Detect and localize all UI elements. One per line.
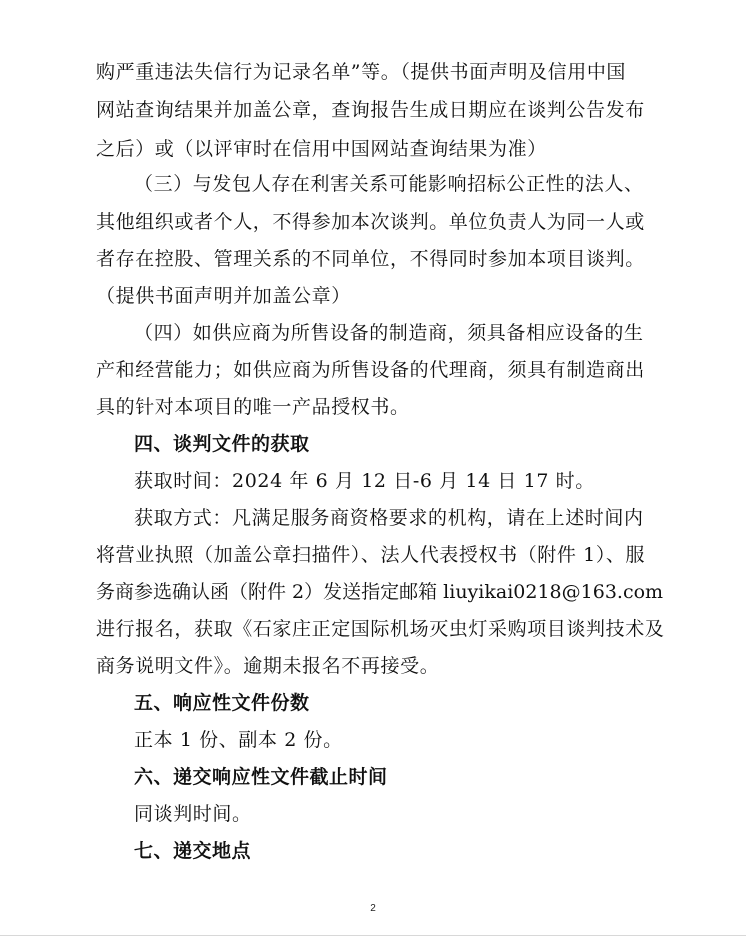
- paragraph-line: 商务说明文件》。逾期未报名不再接受。: [96, 655, 440, 677]
- section-heading: 七、递交地点: [134, 840, 252, 862]
- paragraph-line: 之后）或（以评审时在信用中国网站查询结果为准）: [96, 138, 547, 160]
- paragraph-line: 获取时间：2024 年 6 月 12 日-6 月 14 日 17 时。: [134, 470, 595, 492]
- page-number: 2: [370, 903, 376, 914]
- section-heading: 五、响应性文件份数: [134, 692, 310, 714]
- section-heading: 六、递交响应性文件截止时间: [134, 766, 388, 788]
- paragraph-line: 将营业执照（加盖公章扫描件）、法人代表授权书（附件 1）、服: [96, 544, 646, 566]
- paragraph-line: 正本 1 份、副本 2 份。: [134, 729, 343, 751]
- paragraph-line: 同谈判时间。: [134, 803, 252, 825]
- paragraph-line: 购严重违法失信行为记录名单”等。（提供书面声明及信用中国: [96, 61, 627, 83]
- paragraph-line: （提供书面声明并加盖公章）: [96, 285, 351, 307]
- paragraph-line: 进行报名，获取《石家庄正定国际机场灭虫灯采购项目谈判技术及: [96, 618, 665, 640]
- paragraph-line: 产和经营能力；如供应商为所售设备的代理商，须具有制造商出: [96, 359, 645, 381]
- page-bottom-border: [0, 935, 746, 936]
- paragraph-line: （四）如供应商为所售设备的制造商，须具备相应设备的生: [134, 322, 644, 344]
- paragraph-line: 获取方式：凡满足服务商资格要求的机构，请在上述时间内: [134, 507, 644, 529]
- paragraph-line: （三）与发包人存在利害关系可能影响招标公正性的法人、: [134, 173, 644, 195]
- paragraph-line: 其他组织或者个人，不得参加本次谈判。单位负责人为同一人或: [96, 211, 645, 233]
- paragraph-line: 具的针对本项目的唯一产品授权书。: [96, 396, 410, 418]
- paragraph-line: 网站查询结果并加盖公章，查询报告生成日期应在谈判公告发布: [96, 99, 645, 121]
- paragraph-line: 者存在控股、管理关系的不同单位，不得同时参加本项目谈判。: [96, 248, 645, 270]
- paragraph-line: 务商参选确认函（附件 2）发送指定邮箱 liuyikai0218@163.com: [96, 581, 664, 603]
- section-heading: 四、谈判文件的获取: [134, 433, 310, 455]
